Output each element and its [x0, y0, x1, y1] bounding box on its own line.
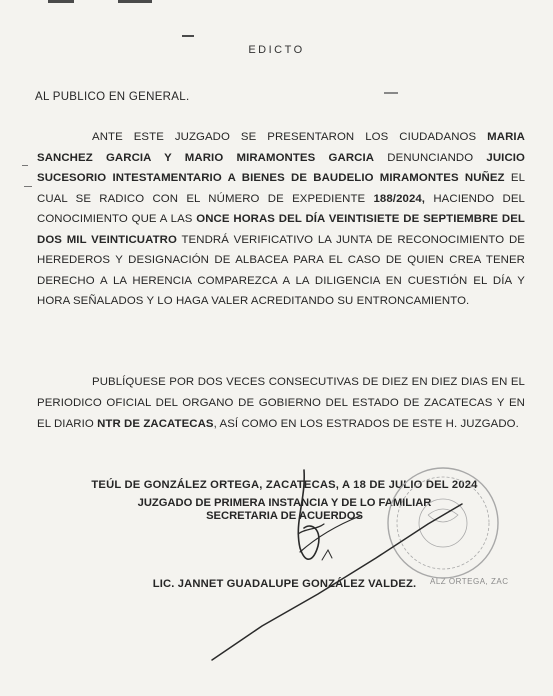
text-segment: TENDRÁ VERIFICATIVO LA JUNTA DE RECONOCIMIENTO DE HEREDEROS Y DESIGNACIÓN DE ALBACEA PARA EL CASO DE QUIEN CREA TENER DERECHO A LA HERENCIA COMPAREZCA A LA DILIGENCIA EN CUESTIÓN EL DÍA Y HORA SEÑALADOS Y LO HAGA VALER ACREDITANDO SU ENTRONCAMIENTO. — [37, 233, 525, 307]
place-date: TEÚL DE GONZÁLEZ ORTEGA, ZACATECAS, A 18 DE JULIO DEL 2024 — [91, 479, 478, 491]
text-segment: EL CUAL SE RADICO CON EL NÚMERO DE EXPEDIENTE — [37, 172, 526, 205]
seal-fragment: ALZ ORTEGA, ZAC — [430, 577, 509, 586]
text-segment: ANTE ESTE JUZGADO SE PRESENTARON LOS CIUDADANOS — [92, 131, 488, 143]
text-segment: PUBLÍQUESE POR DOS VECES CONSECUTIVAS DE DIEZ EN DIEZ DIAS EN EL PERIODICO OFICIAL DEL ORGANO DE GOBIERNO DEL ESTADO DE ZACATECAS Y EN EL DIARIO — [37, 376, 525, 430]
official-seal-icon — [388, 468, 498, 578]
case-number: 188/2024, — [373, 192, 426, 205]
applicants-names: MARIA SANCHEZ GARCIA Y MARIO MIRAMONTES GARCIA — [37, 131, 525, 164]
text-segment: DENUNCIANDO — [374, 151, 487, 164]
secretaria: SECRETARIA DE ACUERDOS — [206, 510, 363, 522]
court-name: JUZGADO DE PRIMERA INSTANCIA Y DE LO FAMILIAR — [137, 497, 432, 509]
document-title: EDICTO — [248, 44, 305, 56]
signer-name: LIC. JANNET GUADALUPE GONZÁLEZ VALDEZ. — [152, 578, 417, 590]
text-segment: HACIENDO DEL CONOCIMIENTO QUE A LAS — [37, 192, 525, 225]
proceeding-type: JUICIO SUCESORIO INTESTAMENTARIO A BIENES DE BAUDELIO MIRAMONTES NUÑEZ — [37, 151, 525, 184]
newspaper-name: NTR DE ZACATECAS — [97, 417, 214, 430]
addressee: AL PUBLICO EN GENERAL. — [35, 91, 190, 103]
text-segment: , ASÍ COMO EN LOS ESTRADOS DE ESTE H. JUZGADO. — [213, 417, 519, 430]
hearing-datetime: ONCE HORAS DEL DÍA VEINTISIETE DE SEPTIEMBRE DEL DOS MIL VEINTICUATRO — [37, 213, 525, 246]
